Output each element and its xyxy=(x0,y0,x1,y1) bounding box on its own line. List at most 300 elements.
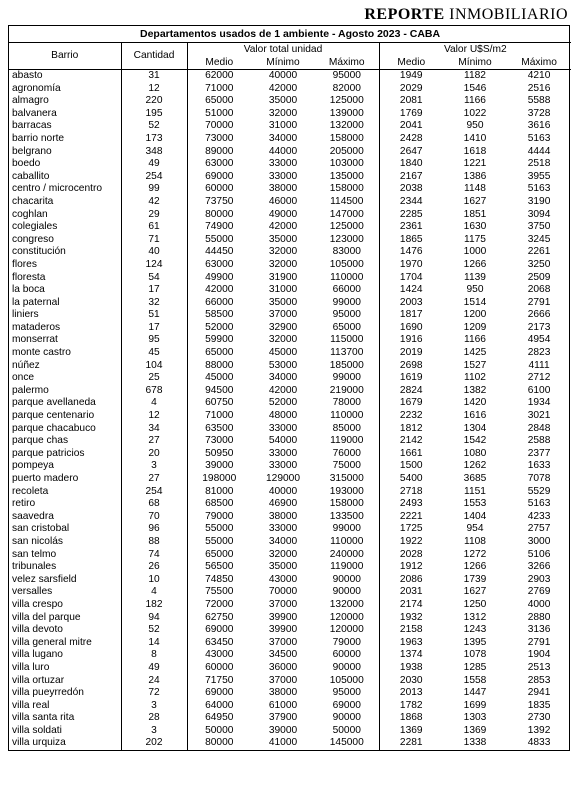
barrio-cell: congreso xyxy=(12,233,54,245)
m2-maximo-cell: 2518 xyxy=(527,158,551,170)
barrio-cell: floresta xyxy=(12,271,46,283)
table-row xyxy=(9,423,571,436)
m2-medio-cell: 2285 xyxy=(379,209,443,222)
m2-maximo-cell: 5163 xyxy=(527,498,551,510)
total-medio-cell: 62750 xyxy=(187,612,251,625)
table-row xyxy=(9,523,571,536)
m2-maximo-cell: 5529 xyxy=(527,485,551,497)
total-maximo-cell: 315000 xyxy=(329,473,364,484)
total-minimo-cell: 35000 xyxy=(268,561,298,573)
table-row xyxy=(9,410,571,423)
barrio-cell: almagro xyxy=(12,95,49,107)
m2-minimo-cell: 1699 xyxy=(463,699,487,711)
table-row xyxy=(9,372,571,385)
total-medio-cell: 50950 xyxy=(187,448,251,461)
table-row xyxy=(9,687,571,700)
barrio-cell: villa santa rita xyxy=(12,712,75,724)
cantidad-cell: 49 xyxy=(121,158,187,171)
total-medio-cell: 198000 xyxy=(187,473,251,486)
cantidad-cell: 68 xyxy=(121,498,187,511)
cantidad-cell: 99 xyxy=(121,183,187,196)
barrio-cell: belgrano xyxy=(12,145,52,157)
m2-maximo-cell: 2903 xyxy=(527,573,551,585)
m2-maximo-cell: 6100 xyxy=(527,384,551,396)
cantidad-cell: 27 xyxy=(121,473,187,486)
total-minimo-cell: 39900 xyxy=(268,611,298,623)
barrio-cell: parque centenario xyxy=(12,410,95,422)
m2-maximo-cell: 4954 xyxy=(527,334,551,346)
barrio-cell: abasto xyxy=(12,70,43,81)
m2-medio-cell: 2698 xyxy=(379,360,443,373)
barrio-cell: palermo xyxy=(12,384,49,396)
m2-medio-cell: 2031 xyxy=(379,586,443,599)
cantidad-cell: 104 xyxy=(121,360,187,373)
cantidad-cell: 10 xyxy=(121,574,187,587)
table-row xyxy=(9,586,571,599)
m2-minimo-cell: 1514 xyxy=(463,296,487,308)
header-m2-minimo: Mínimo xyxy=(443,57,507,70)
cantidad-cell: 12 xyxy=(121,410,187,423)
brand-logo xyxy=(364,6,568,24)
table-row xyxy=(9,460,571,473)
cantidad-cell: 173 xyxy=(121,133,187,146)
total-minimo-cell: 34000 xyxy=(268,132,298,144)
m2-minimo-cell: 1000 xyxy=(463,246,487,258)
header-total-medio: Medio xyxy=(187,57,251,70)
total-medio-cell: 63450 xyxy=(187,637,251,650)
m2-medio-cell: 1812 xyxy=(379,423,443,436)
table-row xyxy=(9,272,571,285)
m2-medio-cell: 2003 xyxy=(379,297,443,310)
total-maximo-cell: 219000 xyxy=(329,384,364,396)
total-medio-cell: 44450 xyxy=(187,246,251,259)
total-medio-cell: 74850 xyxy=(187,574,251,587)
total-medio-cell: 58500 xyxy=(187,309,251,322)
m2-minimo-cell: 1420 xyxy=(463,397,487,409)
m2-maximo-cell: 4000 xyxy=(527,598,551,610)
total-medio-cell: 80000 xyxy=(187,209,251,222)
m2-minimo-cell: 1272 xyxy=(463,548,487,560)
table-body xyxy=(9,70,571,751)
m2-medio-cell: 1769 xyxy=(379,108,443,121)
total-maximo-cell: 95000 xyxy=(332,70,361,81)
barrio-cell: barracas xyxy=(12,120,52,132)
m2-medio-cell: 2038 xyxy=(379,183,443,196)
total-minimo-cell: 35000 xyxy=(268,233,298,245)
table-row xyxy=(9,334,571,347)
total-maximo-cell: 123000 xyxy=(329,233,364,245)
total-maximo-cell: 158000 xyxy=(329,183,364,195)
total-maximo-cell: 110000 xyxy=(330,271,364,283)
total-medio-cell: 62000 xyxy=(187,70,251,83)
m2-maximo-cell: 3000 xyxy=(527,535,551,547)
total-medio-cell: 64950 xyxy=(187,712,251,725)
total-medio-cell: 74900 xyxy=(187,221,251,234)
total-maximo-cell: 50000 xyxy=(332,724,361,736)
m2-medio-cell: 1916 xyxy=(379,334,443,347)
m2-medio-cell: 1938 xyxy=(379,662,443,675)
total-maximo-cell: 158000 xyxy=(329,132,364,144)
barrio-cell: boedo xyxy=(12,158,41,170)
cantidad-cell: 24 xyxy=(121,675,187,688)
total-maximo-cell: 69000 xyxy=(332,699,361,711)
table-row xyxy=(9,133,571,146)
table-row xyxy=(9,120,571,133)
barrio-cell: mataderos xyxy=(12,321,61,333)
cantidad-cell: 94 xyxy=(121,612,187,625)
m2-medio-cell: 1868 xyxy=(379,712,443,725)
cantidad-cell: 14 xyxy=(121,637,187,650)
total-minimo-cell: 40000 xyxy=(268,485,298,497)
total-medio-cell: 60750 xyxy=(187,397,251,410)
cantidad-cell: 27 xyxy=(121,435,187,448)
table-row xyxy=(9,435,571,448)
m2-minimo-cell: 1175 xyxy=(464,233,486,245)
table-row xyxy=(9,171,571,184)
total-minimo-cell: 38000 xyxy=(268,510,298,522)
m2-medio-cell: 2029 xyxy=(379,83,443,96)
m2-minimo-cell: 1148 xyxy=(464,183,486,195)
m2-medio-cell: 2019 xyxy=(379,347,443,360)
m2-maximo-cell: 1934 xyxy=(527,397,551,409)
m2-maximo-cell: 2757 xyxy=(527,523,551,535)
m2-minimo-cell: 1527 xyxy=(463,359,487,371)
m2-minimo-cell: 1404 xyxy=(463,510,487,522)
cantidad-cell: 51 xyxy=(121,309,187,322)
m2-minimo-cell: 1739 xyxy=(463,573,487,585)
barrio-cell: velez sarsfield xyxy=(12,573,77,585)
total-maximo-cell: 105000 xyxy=(329,674,364,686)
total-minimo-cell: 33000 xyxy=(268,447,298,459)
cantidad-cell: 95 xyxy=(121,334,187,347)
m2-minimo-cell: 950 xyxy=(466,120,484,132)
m2-minimo-cell: 1266 xyxy=(463,258,487,270)
table-row xyxy=(9,221,571,234)
total-minimo-cell: 32000 xyxy=(268,107,298,119)
total-maximo-cell: 76000 xyxy=(332,447,361,459)
m2-medio-cell: 2013 xyxy=(379,687,443,700)
m2-maximo-cell: 2941 xyxy=(527,687,551,699)
m2-medio-cell: 2428 xyxy=(379,133,443,146)
barrio-cell: monte castro xyxy=(12,347,71,359)
total-medio-cell: 59900 xyxy=(187,334,251,347)
total-medio-cell: 63000 xyxy=(187,259,251,272)
m2-maximo-cell: 4111 xyxy=(528,359,550,371)
barrio-cell: parque chacabuco xyxy=(12,422,96,434)
barrio-cell: tribunales xyxy=(12,561,57,573)
m2-medio-cell: 2167 xyxy=(379,171,443,184)
total-medio-cell: 63000 xyxy=(187,158,251,171)
total-minimo-cell: 35000 xyxy=(268,95,298,107)
table-row xyxy=(9,284,571,297)
total-medio-cell: 55000 xyxy=(187,536,251,549)
total-medio-cell: 65000 xyxy=(187,549,251,562)
m2-minimo-cell: 1369 xyxy=(463,724,487,736)
total-medio-cell: 51000 xyxy=(187,108,251,121)
total-maximo-cell: 90000 xyxy=(332,661,361,673)
m2-medio-cell: 2718 xyxy=(379,486,443,499)
total-minimo-cell: 32000 xyxy=(268,548,298,560)
m2-medio-cell: 2493 xyxy=(379,498,443,511)
total-minimo-cell: 43000 xyxy=(268,573,298,585)
m2-maximo-cell: 2823 xyxy=(527,347,551,359)
total-minimo-cell: 44000 xyxy=(268,145,298,157)
m2-medio-cell: 2344 xyxy=(379,196,443,209)
total-maximo-cell: 132000 xyxy=(329,120,364,132)
total-maximo-cell: 83000 xyxy=(332,246,361,258)
total-minimo-cell: 61000 xyxy=(268,699,298,711)
m2-medio-cell: 1782 xyxy=(379,700,443,713)
table-row xyxy=(9,498,571,511)
barrio-cell: parque chas xyxy=(12,435,69,447)
table-row xyxy=(9,737,571,750)
m2-maximo-cell: 2509 xyxy=(527,271,551,283)
m2-maximo-cell: 4210 xyxy=(527,70,551,81)
cantidad-cell: 4 xyxy=(121,397,187,410)
cantidad-cell: 8 xyxy=(121,649,187,662)
total-minimo-cell: 34000 xyxy=(268,372,298,384)
total-medio-cell: 43000 xyxy=(187,649,251,662)
m2-minimo-cell: 1078 xyxy=(463,649,487,661)
total-maximo-cell: 99000 xyxy=(332,372,361,384)
m2-maximo-cell: 7078 xyxy=(527,473,551,484)
total-maximo-cell: 193000 xyxy=(329,485,364,497)
m2-medio-cell: 1840 xyxy=(379,158,443,171)
total-minimo-cell: 38000 xyxy=(268,687,298,699)
total-minimo-cell: 33000 xyxy=(268,422,298,434)
table-row xyxy=(9,649,571,662)
total-medio-cell: 73000 xyxy=(187,133,251,146)
cantidad-cell: 182 xyxy=(121,599,187,612)
total-medio-cell: 65000 xyxy=(187,347,251,360)
m2-minimo-cell: 1209 xyxy=(463,321,487,333)
total-minimo-cell: 37000 xyxy=(268,309,298,321)
total-maximo-cell: 120000 xyxy=(329,611,364,623)
m2-minimo-cell: 1338 xyxy=(463,737,487,749)
total-maximo-cell: 139000 xyxy=(329,107,364,119)
barrio-cell: villa luro xyxy=(12,661,50,673)
barrio-cell: núñez xyxy=(12,359,40,371)
total-minimo-cell: 34500 xyxy=(268,649,298,661)
total-medio-cell: 81000 xyxy=(187,486,251,499)
total-minimo-cell: 39900 xyxy=(268,624,298,636)
barrio-cell: villa real xyxy=(12,699,50,711)
total-maximo-cell: 119000 xyxy=(330,561,364,573)
total-medio-cell: 55000 xyxy=(187,234,251,247)
m2-medio-cell: 2030 xyxy=(379,675,443,688)
total-minimo-cell: 37900 xyxy=(268,712,298,724)
m2-minimo-cell: 1542 xyxy=(463,435,487,447)
barrio-cell: centro / microcentro xyxy=(12,183,103,195)
m2-medio-cell: 1661 xyxy=(379,448,443,461)
total-medio-cell: 64000 xyxy=(187,700,251,713)
total-minimo-cell: 39000 xyxy=(268,724,298,736)
m2-minimo-cell: 1546 xyxy=(463,82,487,94)
m2-medio-cell: 2041 xyxy=(379,120,443,133)
m2-maximo-cell: 1904 xyxy=(527,649,551,661)
cantidad-cell: 34 xyxy=(121,423,187,436)
cantidad-cell: 254 xyxy=(121,171,187,184)
m2-minimo-cell: 1630 xyxy=(463,221,487,233)
barrio-cell: parque patricios xyxy=(12,447,85,459)
total-minimo-cell: 45000 xyxy=(268,347,298,359)
m2-maximo-cell: 2588 xyxy=(527,435,551,447)
total-medio-cell: 45000 xyxy=(187,372,251,385)
total-minimo-cell: 32900 xyxy=(268,321,298,333)
report-table-container xyxy=(8,25,570,751)
table-row xyxy=(9,536,571,549)
m2-maximo-cell: 2712 xyxy=(527,372,551,384)
m2-maximo-cell: 2853 xyxy=(527,674,551,686)
m2-medio-cell: 1922 xyxy=(379,536,443,549)
barrio-cell: flores xyxy=(12,258,37,270)
cantidad-cell: 195 xyxy=(121,108,187,121)
total-maximo-cell: 158000 xyxy=(329,498,364,510)
cantidad-cell: 3 xyxy=(121,725,187,738)
total-maximo-cell: 132000 xyxy=(329,598,364,610)
m2-maximo-cell: 2513 xyxy=(527,661,551,673)
m2-maximo-cell: 2769 xyxy=(527,586,551,598)
total-medio-cell: 65000 xyxy=(187,95,251,108)
barrio-cell: constitución xyxy=(12,246,66,258)
m2-maximo-cell: 1392 xyxy=(527,724,551,736)
m2-medio-cell: 1970 xyxy=(379,259,443,272)
total-minimo-cell: 46900 xyxy=(268,498,298,510)
total-minimo-cell: 42000 xyxy=(268,384,298,396)
m2-medio-cell: 1690 xyxy=(379,322,443,335)
m2-medio-cell: 1704 xyxy=(379,272,443,285)
m2-medio-cell: 1932 xyxy=(379,612,443,625)
m2-maximo-cell: 5163 xyxy=(527,132,551,144)
m2-maximo-cell: 4833 xyxy=(527,737,551,749)
total-minimo-cell: 31000 xyxy=(268,284,298,296)
header-valor-total: Valor total unidad xyxy=(187,43,379,58)
m2-minimo-cell: 1627 xyxy=(463,586,487,598)
total-minimo-cell: 46000 xyxy=(268,195,298,207)
header-valor-m2: Valor U$S/m2 xyxy=(379,43,571,58)
total-maximo-cell: 133500 xyxy=(329,510,364,522)
total-medio-cell: 73000 xyxy=(187,435,251,448)
m2-medio-cell: 2081 xyxy=(379,95,443,108)
m2-medio-cell: 2174 xyxy=(379,599,443,612)
cantidad-cell: 45 xyxy=(121,347,187,360)
barrio-cell: retiro xyxy=(12,498,36,510)
total-medio-cell: 42000 xyxy=(187,284,251,297)
total-maximo-cell: 113700 xyxy=(330,347,364,359)
barrio-cell: saavedra xyxy=(12,510,54,522)
total-medio-cell: 55000 xyxy=(187,523,251,536)
table-row xyxy=(9,549,571,562)
cantidad-cell: 348 xyxy=(121,146,187,159)
table-row xyxy=(9,637,571,650)
total-medio-cell: 72000 xyxy=(187,599,251,612)
table-row xyxy=(9,83,571,96)
total-medio-cell: 39000 xyxy=(187,460,251,473)
table-row xyxy=(9,448,571,461)
m2-minimo-cell: 1558 xyxy=(463,674,487,686)
total-medio-cell: 63500 xyxy=(187,423,251,436)
cantidad-cell: 25 xyxy=(121,372,187,385)
total-minimo-cell: 37000 xyxy=(268,636,298,648)
table-row xyxy=(9,561,571,574)
total-maximo-cell: 135000 xyxy=(329,170,364,182)
m2-minimo-cell: 1303 xyxy=(463,712,487,724)
total-maximo-cell: 90000 xyxy=(332,573,361,585)
m2-medio-cell: 2158 xyxy=(379,624,443,637)
table-row xyxy=(9,196,571,209)
table-row xyxy=(9,246,571,259)
barrio-cell: villa crespo xyxy=(12,598,63,610)
total-minimo-cell: 31000 xyxy=(268,120,298,132)
cantidad-cell: 72 xyxy=(121,687,187,700)
total-minimo-cell: 35000 xyxy=(268,296,298,308)
m2-minimo-cell: 1200 xyxy=(463,309,487,321)
total-medio-cell: 69000 xyxy=(187,171,251,184)
m2-maximo-cell: 1633 xyxy=(527,460,551,472)
m2-medio-cell: 1424 xyxy=(379,284,443,297)
barrio-cell: balvanera xyxy=(12,107,57,119)
table-row xyxy=(9,70,571,83)
table-row xyxy=(9,486,571,499)
m2-minimo-cell: 1266 xyxy=(463,561,487,573)
m2-minimo-cell: 1285 xyxy=(463,661,487,673)
cantidad-cell: 88 xyxy=(121,536,187,549)
total-medio-cell: 94500 xyxy=(187,385,251,398)
barrio-cell: chacarita xyxy=(12,195,54,207)
m2-maximo-cell: 3094 xyxy=(527,208,551,220)
m2-maximo-cell: 3190 xyxy=(527,195,551,207)
total-maximo-cell: 90000 xyxy=(332,586,361,598)
m2-medio-cell: 2281 xyxy=(379,737,443,750)
barrio-cell: puerto madero xyxy=(12,473,79,484)
cantidad-cell: 96 xyxy=(121,523,187,536)
m2-maximo-cell: 2791 xyxy=(527,296,551,308)
m2-medio-cell: 2086 xyxy=(379,574,443,587)
cantidad-cell: 42 xyxy=(121,196,187,209)
table-title: Departamentos usados de 1 ambiente - Agosto 2023 - CABA xyxy=(9,26,571,43)
table-row xyxy=(9,322,571,335)
m2-maximo-cell: 3250 xyxy=(527,258,551,270)
total-minimo-cell: 38000 xyxy=(268,183,298,195)
m2-minimo-cell: 1382 xyxy=(463,384,487,396)
m2-maximo-cell: 2516 xyxy=(527,82,551,94)
header-barrio: Barrio xyxy=(9,43,121,70)
cantidad-cell: 54 xyxy=(121,272,187,285)
m2-minimo-cell: 1166 xyxy=(464,334,486,346)
table-row xyxy=(9,511,571,524)
total-maximo-cell: 125000 xyxy=(329,95,364,107)
table-row xyxy=(9,712,571,725)
m2-minimo-cell: 1108 xyxy=(464,535,486,547)
m2-minimo-cell: 1250 xyxy=(463,598,487,610)
m2-maximo-cell: 5588 xyxy=(527,95,551,107)
total-maximo-cell: 75000 xyxy=(332,460,361,472)
total-minimo-cell: 42000 xyxy=(268,221,298,233)
m2-medio-cell: 1619 xyxy=(379,372,443,385)
total-medio-cell: 73750 xyxy=(187,196,251,209)
m2-medio-cell: 2361 xyxy=(379,221,443,234)
total-minimo-cell: 32000 xyxy=(268,246,298,258)
cantidad-cell: 678 xyxy=(121,385,187,398)
barrio-cell: villa lugano xyxy=(12,649,63,661)
table-row xyxy=(9,675,571,688)
m2-medio-cell: 1679 xyxy=(379,397,443,410)
cantidad-cell: 32 xyxy=(121,297,187,310)
table-row xyxy=(9,259,571,272)
m2-minimo-cell: 1851 xyxy=(463,208,487,220)
total-medio-cell: 60000 xyxy=(187,662,251,675)
m2-maximo-cell: 3750 xyxy=(527,221,551,233)
